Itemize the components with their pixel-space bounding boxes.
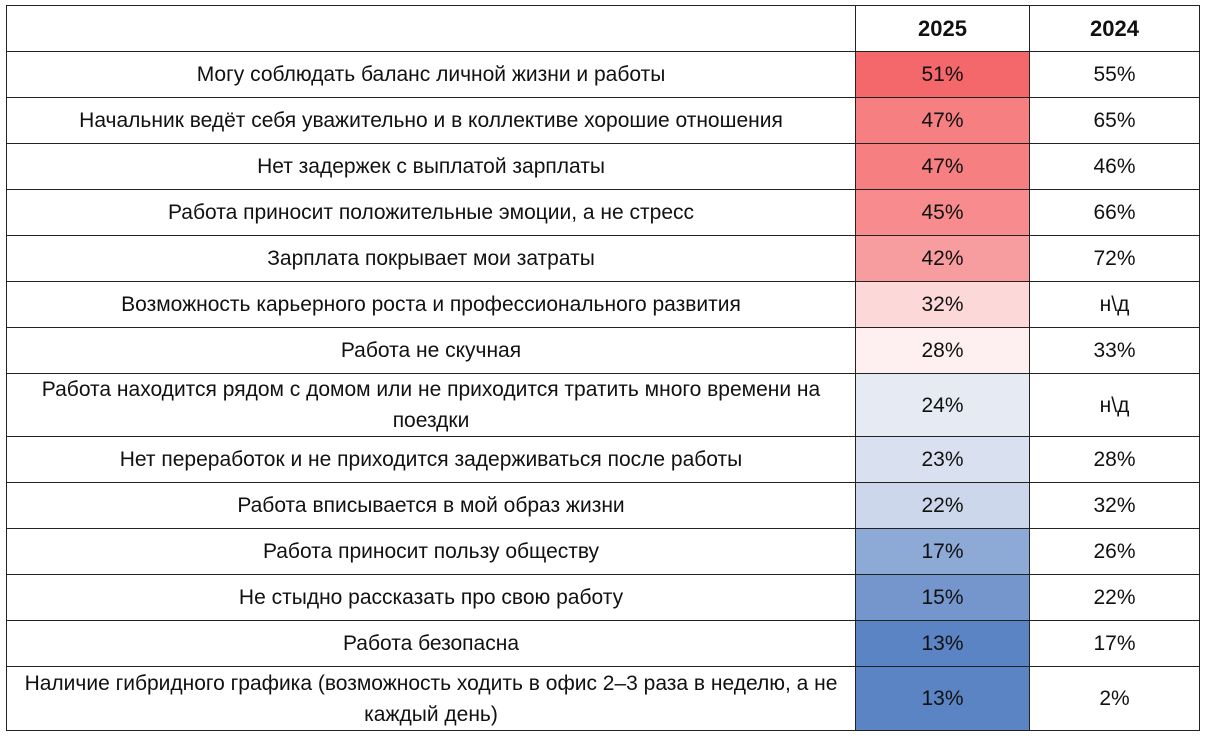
value-2025-cell: 42% (856, 236, 1030, 282)
value-2024-cell: 33% (1030, 328, 1200, 374)
row-label: Работа приносит положительные эмоции, а не стресс (7, 190, 856, 236)
row-label: Возможность карьерного роста и профессионального развития (7, 282, 856, 328)
table-row (7, 621, 1200, 667)
value-2024-cell: н\д (1030, 374, 1200, 437)
value-2025-cell: 32% (856, 282, 1030, 328)
row-label: Нет переработок и не приходится задерживаться после работы (7, 437, 856, 483)
row-label: Работа приносит пользу обществу (7, 529, 856, 575)
table-row (7, 667, 1200, 731)
row-label: Зарплата покрывает мои затраты (7, 236, 856, 282)
value-2024-cell: 55% (1030, 52, 1200, 98)
value-2025-cell: 22% (856, 483, 1030, 529)
table-row (7, 328, 1200, 374)
table-row (7, 190, 1200, 236)
value-2024-cell: 26% (1030, 529, 1200, 575)
value-2025-cell: 28% (856, 328, 1030, 374)
value-2025-cell: 45% (856, 190, 1030, 236)
value-2024-cell: 28% (1030, 437, 1200, 483)
row-label: Работа безопасна (7, 621, 856, 667)
table-row (7, 144, 1200, 190)
value-2025-cell: 13% (856, 621, 1030, 667)
value-2024-cell: 65% (1030, 98, 1200, 144)
table-row (7, 575, 1200, 621)
table-row (7, 236, 1200, 282)
value-2025-cell: 51% (856, 52, 1030, 98)
value-2024-cell: 46% (1030, 144, 1200, 190)
header-cell-2025: 2025 (856, 6, 1030, 52)
value-2025-cell: 13% (856, 667, 1030, 731)
row-label: Работа находится рядом с домом или не приходится тратить много времени на поездки (7, 374, 856, 437)
table-row (7, 437, 1200, 483)
table-row (7, 529, 1200, 575)
row-label: Работа не скучная (7, 328, 856, 374)
table-row (7, 374, 1200, 437)
table-row (7, 52, 1200, 98)
table-row (7, 282, 1200, 328)
row-label: Работа вписывается в мой образ жизни (7, 483, 856, 529)
table-body (7, 52, 1200, 731)
row-label: Нет задержек с выплатой зарплаты (7, 144, 856, 190)
value-2025-cell: 17% (856, 529, 1030, 575)
value-2025-cell: 23% (856, 437, 1030, 483)
row-label: Могу соблюдать баланс личной жизни и работы (7, 52, 856, 98)
value-2025-cell: 47% (856, 98, 1030, 144)
heatmap-table (6, 5, 1200, 731)
row-label: Начальник ведёт себя уважительно и в коллективе хорошие отношения (7, 98, 856, 144)
value-2025-cell: 24% (856, 374, 1030, 437)
value-2024-cell: н\д (1030, 282, 1200, 328)
value-2024-cell: 66% (1030, 190, 1200, 236)
value-2025-cell: 47% (856, 144, 1030, 190)
value-2024-cell: 22% (1030, 575, 1200, 621)
table-row (7, 483, 1200, 529)
header-cell-2024: 2024 (1030, 6, 1200, 52)
header-row (7, 6, 1200, 52)
header-cell-blank (7, 6, 856, 52)
table-row (7, 98, 1200, 144)
value-2024-cell: 2% (1030, 667, 1200, 731)
value-2024-cell: 32% (1030, 483, 1200, 529)
row-label: Наличие гибридного графика (возможность ходить в офис 2–3 раза в неделю, а не каждый день) (7, 667, 856, 731)
value-2024-cell: 17% (1030, 621, 1200, 667)
value-2025-cell: 15% (856, 575, 1030, 621)
value-2024-cell: 72% (1030, 236, 1200, 282)
row-label: Не стыдно рассказать про свою работу (7, 575, 856, 621)
